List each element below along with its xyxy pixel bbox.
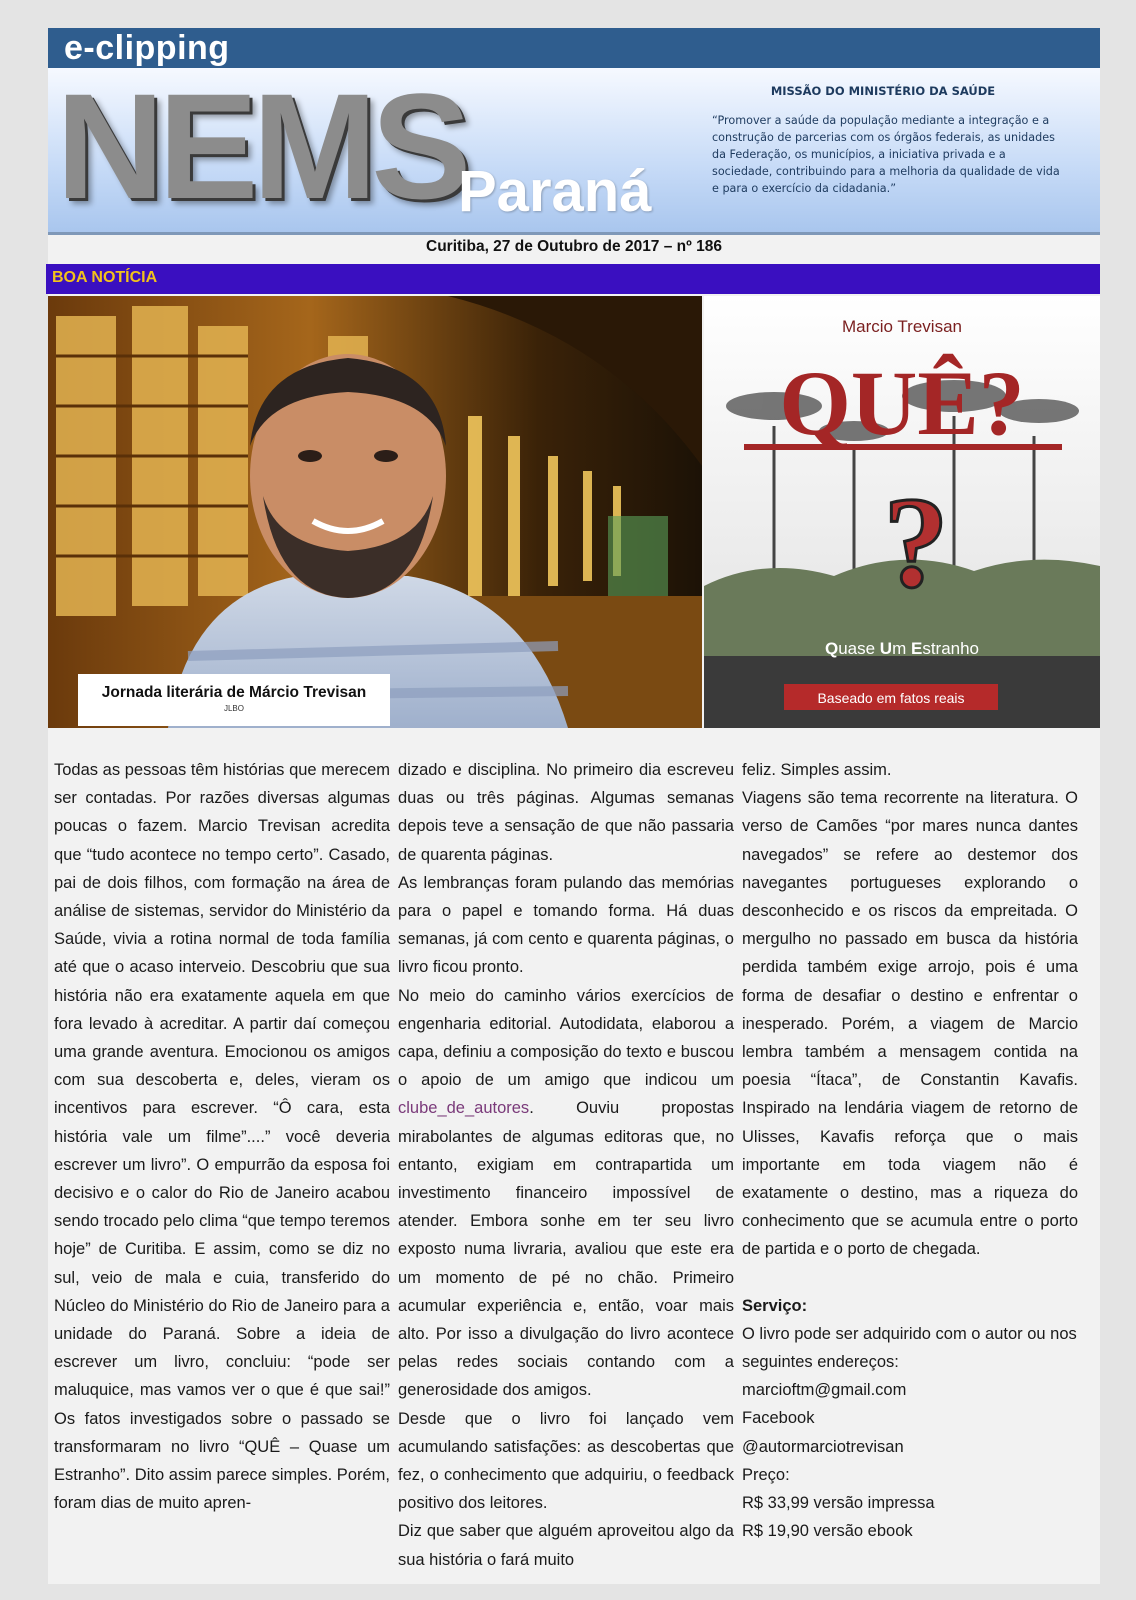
library-photo-illustration xyxy=(48,296,702,728)
price-print: R$ 33,99 versão impressa xyxy=(742,1494,935,1513)
book-cover-illustration xyxy=(704,296,1100,728)
col3-paragraph-2: Viagens são tema recorrente na literatura. O verso de Camões “por mares nunca dantes navegados” se refere ao destemor dos navegantes portugueses explorando o desconhecido e os riscos da empreitada. O mergulho no passado em busca da história perdida também exige arrojo, pois é uma forma de desafiar o destino e enfrentar o inesperado. Porém, a viagem de Marcio lembra também a mensagem contida na poesia “Ítaca”, de Constantin Kavafis. Inspirado na lendária viagem de retorno de Ulisses, Kavafis reforça que o mais importante em toda viagem não é exatamente o destino, mas a riqueza do conhecimento que se acumula entre o porto de partida e o porto de chegada. xyxy=(742,789,1078,1259)
mission-text: “Promover a saúde da população mediante a integração e a construção de parcerias com os órgãos federais, as unidades da Federação, os municípios, a iniciativa privada e a sociedade, contribuindo para a melhoria da qualidade de vida e para o exercício da cidadania.” xyxy=(712,114,1060,195)
dateline: Curitiba, 27 de Outubro de 2017 – nº 186 xyxy=(426,238,722,255)
cover-title: QUÊ? xyxy=(779,352,1025,454)
article-column-3 xyxy=(742,756,1078,1545)
cover-subtitle: Quase Um Estranho xyxy=(824,639,980,658)
service-email[interactable]: marcioftm@gmail.com xyxy=(742,1381,907,1400)
service-title: Serviço: xyxy=(742,1296,808,1315)
photo-caption xyxy=(78,674,390,726)
question-mark-icon: ? xyxy=(883,471,949,615)
price-ebook: R$ 19,90 versão ebook xyxy=(742,1522,913,1541)
nems-logo: NEMS xyxy=(56,62,466,230)
article-column-1 xyxy=(54,756,390,1517)
section-title: BOA NOTÍCIA xyxy=(52,269,158,286)
eclipping-label: e-clipping xyxy=(64,29,230,67)
col2-paragraph-4: Desde que o livro foi lançado vem acumulando satisfações: as descobertas que fez, o conhecimento que adquiriu, o feedback positivo dos leitores. xyxy=(398,1409,734,1513)
price-label: Preço: xyxy=(742,1465,790,1484)
parana-logo: Paraná xyxy=(458,159,652,224)
caption-title: Jornada literária de Márcio Trevisan xyxy=(101,684,367,701)
col2-paragraph-2: As lembranças foram pulando das memórias para o papel e tomando forma. Há duas semanas, já com cento e quarenta páginas, o livro ficou pronto. xyxy=(398,873,734,977)
col2-paragraph-1: dizado e disciplina. No primeiro dia escreveu duas ou três páginas. Algumas semanas depois teve a sensação de que não passaria de quarenta páginas. xyxy=(398,761,734,864)
article-column-2 xyxy=(398,756,734,1574)
mission-title: MISSÃO DO MINISTÉRIO DA SAÚDE xyxy=(770,84,996,98)
newsletter-page xyxy=(48,28,1100,1584)
service-facebook: Facebook xyxy=(742,1409,815,1428)
author-photo xyxy=(48,296,702,728)
col3-paragraph-1: feliz. Simples assim. xyxy=(742,761,892,779)
service-handle[interactable]: @autormarciotrevisan xyxy=(742,1437,904,1456)
cover-tagline: Baseado em fatos reais xyxy=(817,690,965,706)
masthead xyxy=(48,62,1100,235)
caption-credit: JLBO xyxy=(223,704,244,713)
col2-paragraph-3: No meio do caminho vários exercícios de engenharia editorial. Autodidata, elaborou a capa, definiu a composição do texto e buscou o apoio de um amigo que indicou um clube_de_autores. Ouviu propostas mirabolantes de algumas editoras que, no entanto, exigiam em contrapartida um investimento financeiro impossível de atender. Embora sonhe em ter seu livro exposto numa livraria, avaliou que este era um momento de pé no chão. Primeiro acumular experiência e, então, voar mais alto. Por isso a divulgação do livro acontece pelas redes sociais contando com a generosidade dos amigos. xyxy=(398,986,734,1400)
col2-paragraph-5: Diz que saber que alguém aproveitou algo da sua história o fará muito xyxy=(398,1522,734,1569)
service-text: O livro pode ser adquirido com o autor ou nos seguintes endereços: xyxy=(742,1324,1077,1372)
section-banner xyxy=(46,264,1100,294)
col1-text: Todas as pessoas têm histórias que merecem ser contadas. Por razões diversas algumas poucas o fazem. Marcio Trevisan acredita que “tudo acontece no tempo certo”. Casado, pai de dois filhos, com formação na área de análise de sistemas, servidor do Ministério da Saúde, vivia a rotina normal de toda família até que o acaso interveio. Descobriu que sua história não era exatamente aquela em que fora levado à acreditar. A partir daí começou uma grande aventura. Emocionou os amigos com sua descoberta e, deles, vieram os incentivos para escrever. “Ô cara, esta história vale um filme”....” você deveria escrever um livro”. O empurrão da esposa foi decisivo e o calor do Rio de Janeiro acabou sendo trocado pelo clima “que tempo teremos hoje” de Curitiba. E assim, como se diz no sul, veio de mala e cuia, transferido do Núcleo do Ministério do Rio de Janeiro para a unidade do Paraná. Sobre a ideia de escrever um livro, concluiu: “pode ser maluquice, mas vamos ver o que é que sai!” Os fatos investigados sobre o passado se transformaram no livro “QUÊ – Quase um Estranho”. Dito assim parece simples. Porém, foram dias de muito apren- xyxy=(54,761,390,1513)
cover-author: Marcio Trevisan xyxy=(842,317,962,336)
book-cover xyxy=(704,296,1100,728)
clube-de-autores-link[interactable]: clube_de_autores xyxy=(398,1099,530,1118)
